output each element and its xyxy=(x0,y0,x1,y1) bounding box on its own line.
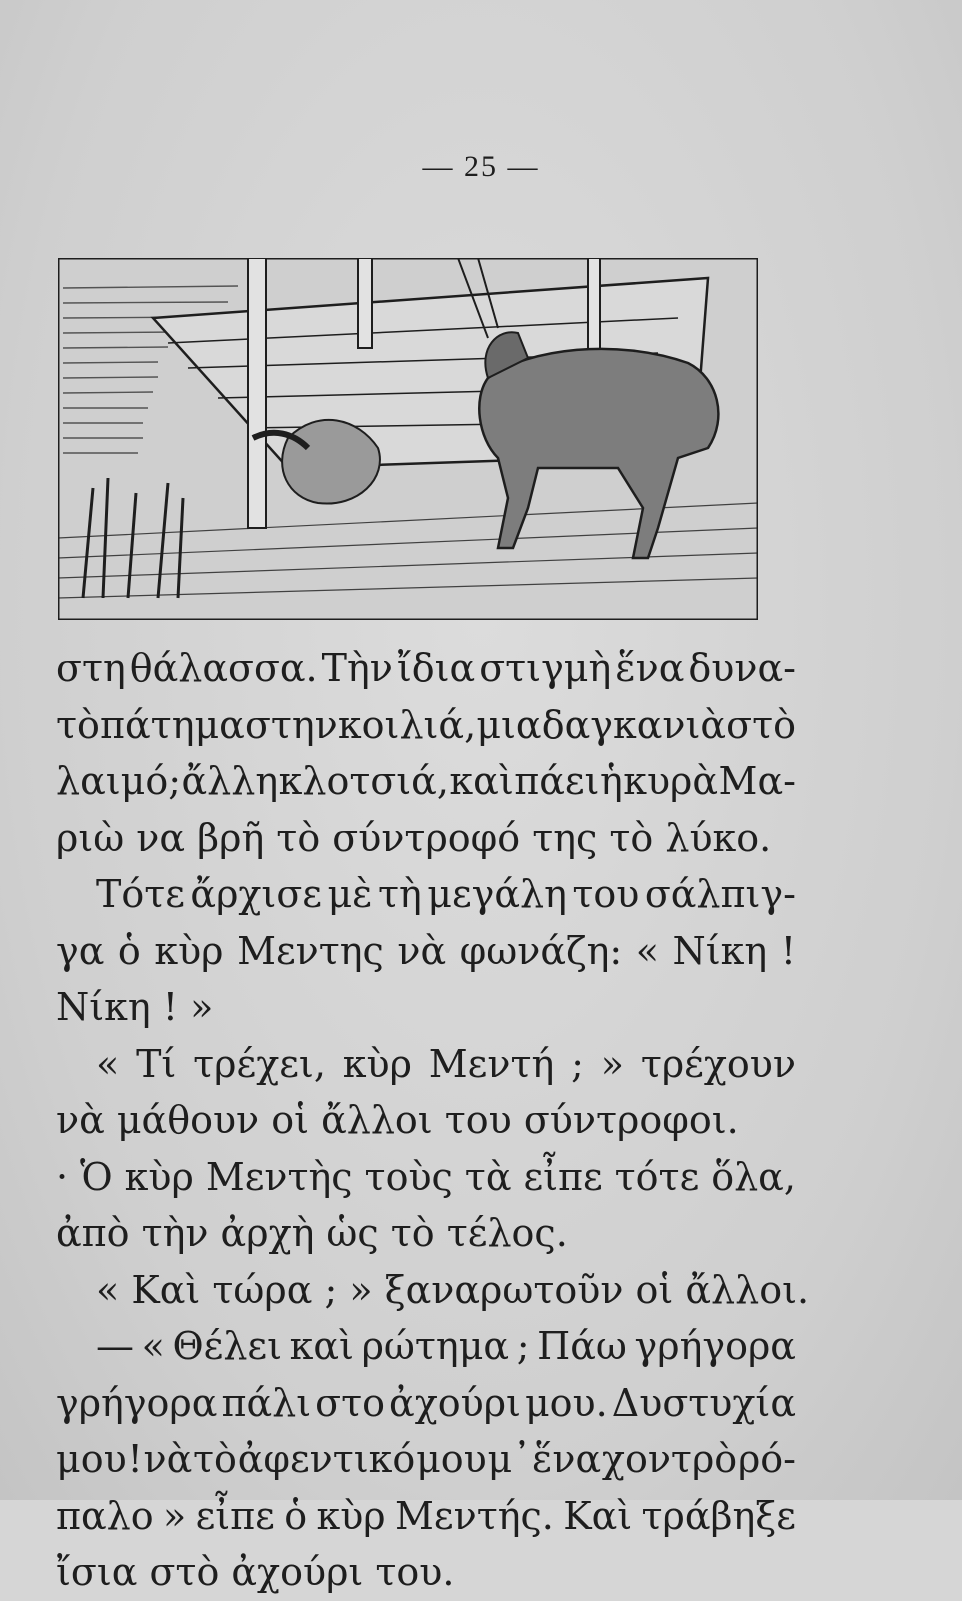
text-line: στη θάλασσα. Τὴν ἴδια στιγμὴ ἕνα δυνα- xyxy=(56,646,796,690)
text-line: παλο » εἶπε ὁ κὺρ Μεντής. Καὶ τράβηξε xyxy=(56,1493,796,1538)
text-line: Τότε ἄρχισε μὲ τὴ μεγάλη του σάλπιγ- xyxy=(96,872,796,916)
text-line: « Καὶ τώρα ; » ξαναρωτοῦν οἱ ἄλλοι. xyxy=(96,1267,810,1312)
text-line: ἴσια στὸ ἀχούρι του. xyxy=(56,1550,455,1594)
text-line: ριὼ να βρῆ τὸ σύντροφό της τὸ λύκο. xyxy=(56,815,772,860)
text-line: λαιμό; ἄλλη κλοτσιά, καὶ πάει ἡ κυρὰ Μα- xyxy=(56,759,796,803)
text-line: γα ὁ κὺρ Μεντης νὰ φωνάζη: « Νίκη ! xyxy=(56,928,796,973)
text-line: γρήγορα πάλι στο ἀχούρι μου. Δυστυχία xyxy=(56,1380,796,1425)
page-number: — 25 — xyxy=(422,150,540,183)
text-line: μου ! νὰ τὸ ἀφεντικό μου μ᾿ ἕνα χοντρὸ ρό- xyxy=(56,1437,796,1481)
text-line: νὰ μάθουν οἱ ἄλλοι του σύντροφοι. xyxy=(56,1098,739,1142)
text-line: « Τί τρέχει, κὺρ Μεντή ; » τρέχουν xyxy=(96,1041,796,1086)
text-line: — « Θέλει καὶ ρώτημα ; Πάω γρήγορα xyxy=(96,1324,796,1368)
text-line: ἀπὸ τὴν ἀρχὴ ὡς τὸ τέλος. xyxy=(56,1211,568,1255)
body-text xyxy=(56,640,810,1601)
text-line: τὸ πάτημα στην κοιλιά, μια δαγκανιὰ στὸ xyxy=(56,702,796,747)
text-line: Νίκη ! » xyxy=(56,985,214,1029)
text-line: · Ὁ κὺρ Μεντὴς τοὺς τὰ εἶπε τότε ὅλα, xyxy=(56,1154,796,1199)
engraving-boat-donkey-icon xyxy=(58,258,758,620)
